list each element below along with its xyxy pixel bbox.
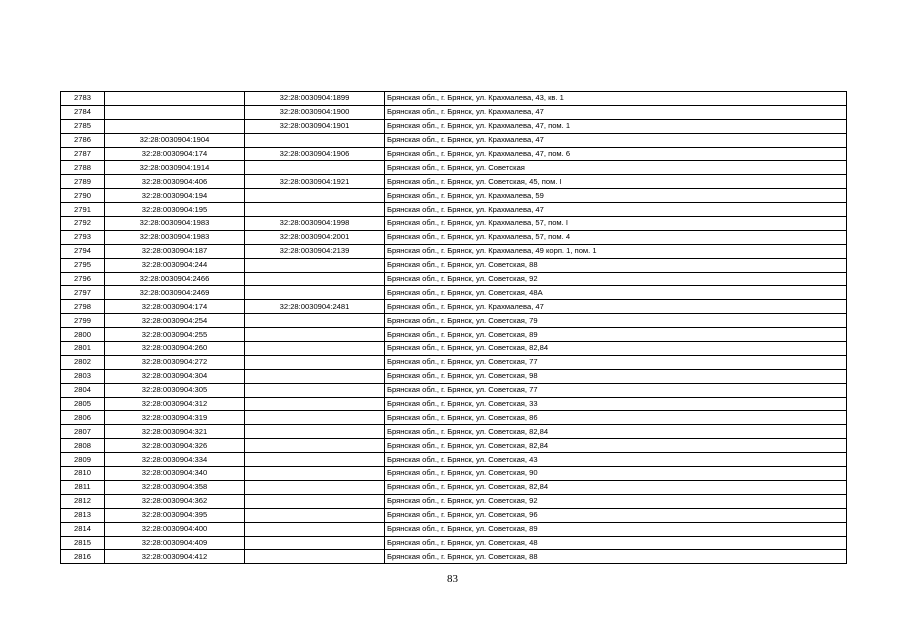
address-cell: Брянская обл., г. Брянск, ул. Советская, 82,84 bbox=[385, 480, 847, 494]
building-cadastral-number-cell bbox=[245, 189, 385, 203]
table-row bbox=[61, 522, 847, 536]
row-number-cell: 2797 bbox=[61, 286, 105, 300]
page-number: 83 bbox=[447, 573, 458, 585]
row-number-cell: 2812 bbox=[61, 494, 105, 508]
address-cell: Брянская обл., г. Брянск, ул. Советская, 96 bbox=[385, 508, 847, 522]
address-cell: Брянская обл., г. Брянск, ул. Советская, 48А bbox=[385, 286, 847, 300]
building-cadastral-number-cell: 32:28:0030904:2139 bbox=[245, 244, 385, 258]
land-cadastral-number-cell: 32:28:0030904:395 bbox=[105, 508, 245, 522]
row-number-cell: 2816 bbox=[61, 550, 105, 564]
building-cadastral-number-cell bbox=[245, 272, 385, 286]
land-cadastral-number-cell: 32:28:0030904:1983 bbox=[105, 230, 245, 244]
building-cadastral-number-cell bbox=[245, 453, 385, 467]
table-row bbox=[61, 189, 847, 203]
land-cadastral-number-cell bbox=[105, 92, 245, 106]
address-cell: Брянская обл., г. Брянск, ул. Советская, 90 bbox=[385, 467, 847, 481]
building-cadastral-number-cell bbox=[245, 328, 385, 342]
row-number-cell: 2789 bbox=[61, 175, 105, 189]
table-row bbox=[61, 175, 847, 189]
building-cadastral-number-cell bbox=[245, 133, 385, 147]
address-cell: Брянская обл., г. Брянск, ул. Советская bbox=[385, 161, 847, 175]
land-cadastral-number-cell: 32:28:0030904:319 bbox=[105, 411, 245, 425]
row-number-cell: 2814 bbox=[61, 522, 105, 536]
row-number-cell: 2806 bbox=[61, 411, 105, 425]
row-number-cell: 2791 bbox=[61, 203, 105, 217]
land-cadastral-number-cell: 32:28:0030904:340 bbox=[105, 467, 245, 481]
table-row bbox=[61, 342, 847, 356]
address-cell: Брянская обл., г. Брянск, ул. Советская, 92 bbox=[385, 494, 847, 508]
address-cell: Брянская обл., г. Брянск, ул. Крахмалева, 59 bbox=[385, 189, 847, 203]
land-cadastral-number-cell: 32:28:0030904:272 bbox=[105, 355, 245, 369]
address-cell: Брянская обл., г. Брянск, ул. Крахмалева, 43, кв. 1 bbox=[385, 92, 847, 106]
row-number-cell: 2795 bbox=[61, 258, 105, 272]
address-cell: Брянская обл., г. Брянск, ул. Советская, 98 bbox=[385, 369, 847, 383]
table-row bbox=[61, 230, 847, 244]
row-number-cell: 2809 bbox=[61, 453, 105, 467]
row-number-cell: 2792 bbox=[61, 217, 105, 231]
table-row bbox=[61, 550, 847, 564]
row-number-cell: 2804 bbox=[61, 383, 105, 397]
address-cell: Брянская обл., г. Брянск, ул. Советская, 82,84 bbox=[385, 342, 847, 356]
building-cadastral-number-cell: 32:28:0030904:1998 bbox=[245, 217, 385, 231]
table-row bbox=[61, 203, 847, 217]
address-cell: Брянская обл., г. Брянск, ул. Крахмалева, 57, пом. 4 bbox=[385, 230, 847, 244]
table-row bbox=[61, 119, 847, 133]
address-cell: Брянская обл., г. Брянск, ул. Советская, 33 bbox=[385, 397, 847, 411]
building-cadastral-number-cell: 32:28:0030904:1906 bbox=[245, 147, 385, 161]
address-cell: Брянская обл., г. Брянск, ул. Советская, 82,84 bbox=[385, 425, 847, 439]
building-cadastral-number-cell: 32:28:0030904:1900 bbox=[245, 105, 385, 119]
table-row bbox=[61, 467, 847, 481]
land-cadastral-number-cell: 32:28:0030904:174 bbox=[105, 300, 245, 314]
row-number-cell: 2808 bbox=[61, 439, 105, 453]
land-cadastral-number-cell bbox=[105, 105, 245, 119]
building-cadastral-number-cell bbox=[245, 383, 385, 397]
row-number-cell: 2784 bbox=[61, 105, 105, 119]
land-cadastral-number-cell: 32:28:0030904:412 bbox=[105, 550, 245, 564]
row-number-cell: 2787 bbox=[61, 147, 105, 161]
address-cell: Брянская обл., г. Брянск, ул. Советская, 82,84 bbox=[385, 439, 847, 453]
building-cadastral-number-cell: 32:28:0030904:1901 bbox=[245, 119, 385, 133]
registry-table-body bbox=[61, 92, 847, 564]
address-cell: Брянская обл., г. Брянск, ул. Крахмалева, 47 bbox=[385, 133, 847, 147]
building-cadastral-number-cell bbox=[245, 480, 385, 494]
address-cell: Брянская обл., г. Брянск, ул. Советская, 92 bbox=[385, 272, 847, 286]
land-cadastral-number-cell: 32:28:0030904:304 bbox=[105, 369, 245, 383]
row-number-cell: 2800 bbox=[61, 328, 105, 342]
land-cadastral-number-cell: 32:28:0030904:312 bbox=[105, 397, 245, 411]
building-cadastral-number-cell bbox=[245, 342, 385, 356]
building-cadastral-number-cell: 32:28:0030904:2001 bbox=[245, 230, 385, 244]
address-cell: Брянская обл., г. Брянск, ул. Крахмалева, 47, пом. 1 bbox=[385, 119, 847, 133]
table-row bbox=[61, 411, 847, 425]
building-cadastral-number-cell bbox=[245, 369, 385, 383]
address-cell: Брянская обл., г. Брянск, ул. Крахмалева, 47 bbox=[385, 105, 847, 119]
land-cadastral-number-cell: 32:28:0030904:362 bbox=[105, 494, 245, 508]
table-row bbox=[61, 244, 847, 258]
land-cadastral-number-cell: 32:28:0030904:321 bbox=[105, 425, 245, 439]
row-number-cell: 2793 bbox=[61, 230, 105, 244]
land-cadastral-number-cell: 32:28:0030904:1904 bbox=[105, 133, 245, 147]
building-cadastral-number-cell bbox=[245, 536, 385, 550]
land-cadastral-number-cell: 32:28:0030904:260 bbox=[105, 342, 245, 356]
land-cadastral-number-cell: 32:28:0030904:187 bbox=[105, 244, 245, 258]
table-row bbox=[61, 272, 847, 286]
table-row bbox=[61, 536, 847, 550]
address-cell: Брянская обл., г. Брянск, ул. Советская, 45, пом. I bbox=[385, 175, 847, 189]
land-cadastral-number-cell: 32:28:0030904:195 bbox=[105, 203, 245, 217]
building-cadastral-number-cell bbox=[245, 494, 385, 508]
table-row bbox=[61, 425, 847, 439]
address-cell: Брянская обл., г. Брянск, ул. Крахмалева, 47 bbox=[385, 300, 847, 314]
land-cadastral-number-cell: 32:28:0030904:174 bbox=[105, 147, 245, 161]
address-cell: Брянская обл., г. Брянск, ул. Крахмалева, 47, пом. 6 bbox=[385, 147, 847, 161]
table-row bbox=[61, 439, 847, 453]
land-cadastral-number-cell: 32:28:0030904:255 bbox=[105, 328, 245, 342]
address-cell: Брянская обл., г. Брянск, ул. Советская, 89 bbox=[385, 328, 847, 342]
address-cell: Брянская обл., г. Брянск, ул. Советская, 89 bbox=[385, 522, 847, 536]
row-number-cell: 2788 bbox=[61, 161, 105, 175]
land-cadastral-number-cell: 32:28:0030904:409 bbox=[105, 536, 245, 550]
table-row bbox=[61, 494, 847, 508]
row-number-cell: 2794 bbox=[61, 244, 105, 258]
table-row bbox=[61, 508, 847, 522]
land-cadastral-number-cell: 32:28:0030904:400 bbox=[105, 522, 245, 536]
building-cadastral-number-cell bbox=[245, 355, 385, 369]
land-cadastral-number-cell: 32:28:0030904:334 bbox=[105, 453, 245, 467]
row-number-cell: 2815 bbox=[61, 536, 105, 550]
row-number-cell: 2802 bbox=[61, 355, 105, 369]
table-row bbox=[61, 314, 847, 328]
row-number-cell: 2790 bbox=[61, 189, 105, 203]
table-row bbox=[61, 286, 847, 300]
building-cadastral-number-cell bbox=[245, 439, 385, 453]
row-number-cell: 2786 bbox=[61, 133, 105, 147]
land-cadastral-number-cell: 32:28:0030904:2466 bbox=[105, 272, 245, 286]
building-cadastral-number-cell bbox=[245, 550, 385, 564]
row-number-cell: 2810 bbox=[61, 467, 105, 481]
land-cadastral-number-cell: 32:28:0030904:1914 bbox=[105, 161, 245, 175]
building-cadastral-number-cell: 32:28:0030904:1899 bbox=[245, 92, 385, 106]
row-number-cell: 2801 bbox=[61, 342, 105, 356]
building-cadastral-number-cell: 32:28:0030904:1921 bbox=[245, 175, 385, 189]
address-cell: Брянская обл., г. Брянск, ул. Крахмалева, 57, пом. I bbox=[385, 217, 847, 231]
table-row bbox=[61, 300, 847, 314]
table-row bbox=[61, 258, 847, 272]
address-cell: Брянская обл., г. Брянск, ул. Советская, 88 bbox=[385, 258, 847, 272]
building-cadastral-number-cell bbox=[245, 425, 385, 439]
table-row bbox=[61, 355, 847, 369]
table-row bbox=[61, 453, 847, 467]
land-cadastral-number-cell: 32:28:0030904:326 bbox=[105, 439, 245, 453]
table-row bbox=[61, 397, 847, 411]
table-row bbox=[61, 383, 847, 397]
land-cadastral-number-cell: 32:28:0030904:1983 bbox=[105, 217, 245, 231]
address-cell: Брянская обл., г. Брянск, ул. Советская, 43 bbox=[385, 453, 847, 467]
land-cadastral-number-cell: 32:28:0030904:2469 bbox=[105, 286, 245, 300]
building-cadastral-number-cell bbox=[245, 467, 385, 481]
row-number-cell: 2799 bbox=[61, 314, 105, 328]
building-cadastral-number-cell bbox=[245, 508, 385, 522]
cadastral-registry-table bbox=[60, 91, 847, 564]
building-cadastral-number-cell bbox=[245, 411, 385, 425]
row-number-cell: 2783 bbox=[61, 92, 105, 106]
row-number-cell: 2803 bbox=[61, 369, 105, 383]
table-row bbox=[61, 217, 847, 231]
table-row bbox=[61, 133, 847, 147]
row-number-cell: 2813 bbox=[61, 508, 105, 522]
table-row bbox=[61, 92, 847, 106]
land-cadastral-number-cell bbox=[105, 119, 245, 133]
row-number-cell: 2811 bbox=[61, 480, 105, 494]
building-cadastral-number-cell bbox=[245, 314, 385, 328]
address-cell: Брянская обл., г. Брянск, ул. Крахмалева, 49 корп. 1, пом. 1 bbox=[385, 244, 847, 258]
building-cadastral-number-cell: 32:28:0030904:2481 bbox=[245, 300, 385, 314]
land-cadastral-number-cell: 32:28:0030904:194 bbox=[105, 189, 245, 203]
table-row bbox=[61, 480, 847, 494]
table-row bbox=[61, 105, 847, 119]
land-cadastral-number-cell: 32:28:0030904:358 bbox=[105, 480, 245, 494]
land-cadastral-number-cell: 32:28:0030904:254 bbox=[105, 314, 245, 328]
building-cadastral-number-cell bbox=[245, 286, 385, 300]
address-cell: Брянская обл., г. Брянск, ул. Советская, 77 bbox=[385, 355, 847, 369]
building-cadastral-number-cell bbox=[245, 397, 385, 411]
building-cadastral-number-cell bbox=[245, 161, 385, 175]
address-cell: Брянская обл., г. Брянск, ул. Советская, 77 bbox=[385, 383, 847, 397]
building-cadastral-number-cell bbox=[245, 203, 385, 217]
table-row bbox=[61, 369, 847, 383]
address-cell: Брянская обл., г. Брянск, ул. Советская, 88 bbox=[385, 550, 847, 564]
address-cell: Брянская обл., г. Брянск, ул. Советская, 86 bbox=[385, 411, 847, 425]
land-cadastral-number-cell: 32:28:0030904:406 bbox=[105, 175, 245, 189]
land-cadastral-number-cell: 32:28:0030904:305 bbox=[105, 383, 245, 397]
table-row bbox=[61, 147, 847, 161]
row-number-cell: 2805 bbox=[61, 397, 105, 411]
building-cadastral-number-cell bbox=[245, 258, 385, 272]
building-cadastral-number-cell bbox=[245, 522, 385, 536]
row-number-cell: 2807 bbox=[61, 425, 105, 439]
land-cadastral-number-cell: 32:28:0030904:244 bbox=[105, 258, 245, 272]
address-cell: Брянская обл., г. Брянск, ул. Советская, 48 bbox=[385, 536, 847, 550]
row-number-cell: 2796 bbox=[61, 272, 105, 286]
row-number-cell: 2798 bbox=[61, 300, 105, 314]
table-row bbox=[61, 328, 847, 342]
row-number-cell: 2785 bbox=[61, 119, 105, 133]
address-cell: Брянская обл., г. Брянск, ул. Советская, 79 bbox=[385, 314, 847, 328]
table-row bbox=[61, 161, 847, 175]
address-cell: Брянская обл., г. Брянск, ул. Крахмалева, 47 bbox=[385, 203, 847, 217]
